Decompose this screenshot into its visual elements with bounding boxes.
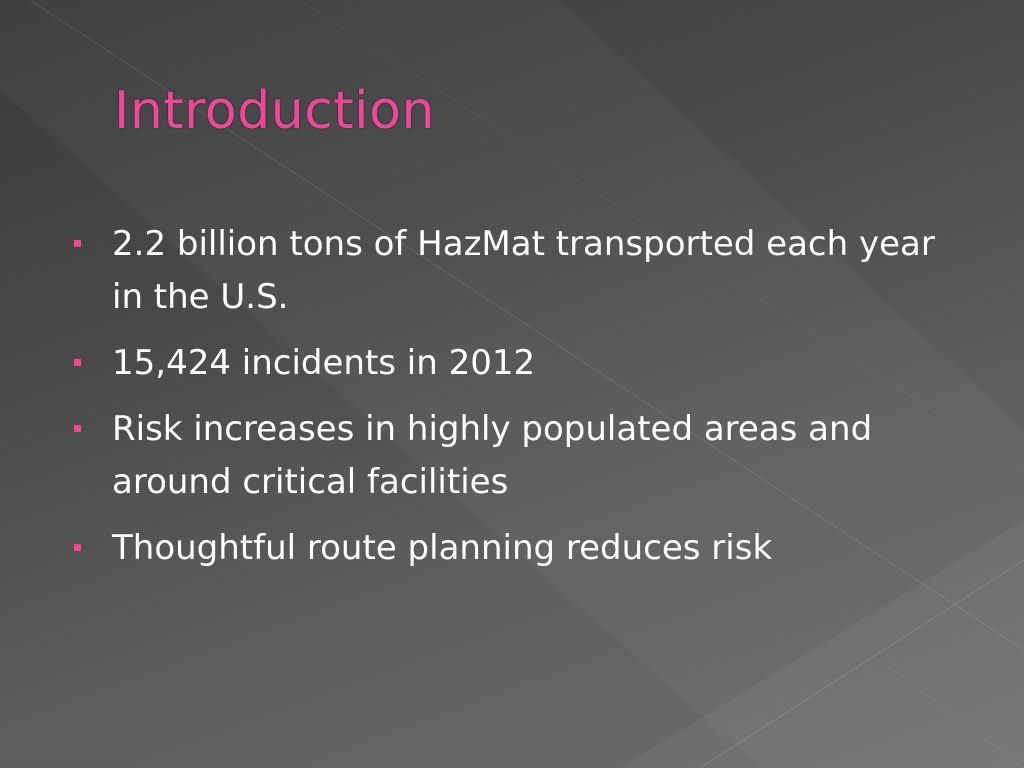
square-bullet-icon <box>74 425 81 432</box>
bullet-item <box>68 403 968 509</box>
bullet-item <box>68 337 968 390</box>
bullet-item <box>68 218 968 324</box>
bullet-text: Risk increases in highly populated areas and around critical facilities <box>112 409 873 502</box>
square-bullet-icon <box>74 359 81 366</box>
slide-title: Introduction <box>114 81 435 141</box>
bullet-text: Thoughtful route planning reduces risk <box>112 528 773 568</box>
square-bullet-icon <box>74 240 81 247</box>
bullet-text: 2.2 billion tons of HazMat transported each year in the U.S. <box>112 224 935 317</box>
bullet-item <box>68 522 968 575</box>
bullet-text: 15,424 incidents in 2012 <box>112 343 536 383</box>
square-bullet-icon <box>74 544 81 551</box>
bullet-list <box>68 218 968 588</box>
